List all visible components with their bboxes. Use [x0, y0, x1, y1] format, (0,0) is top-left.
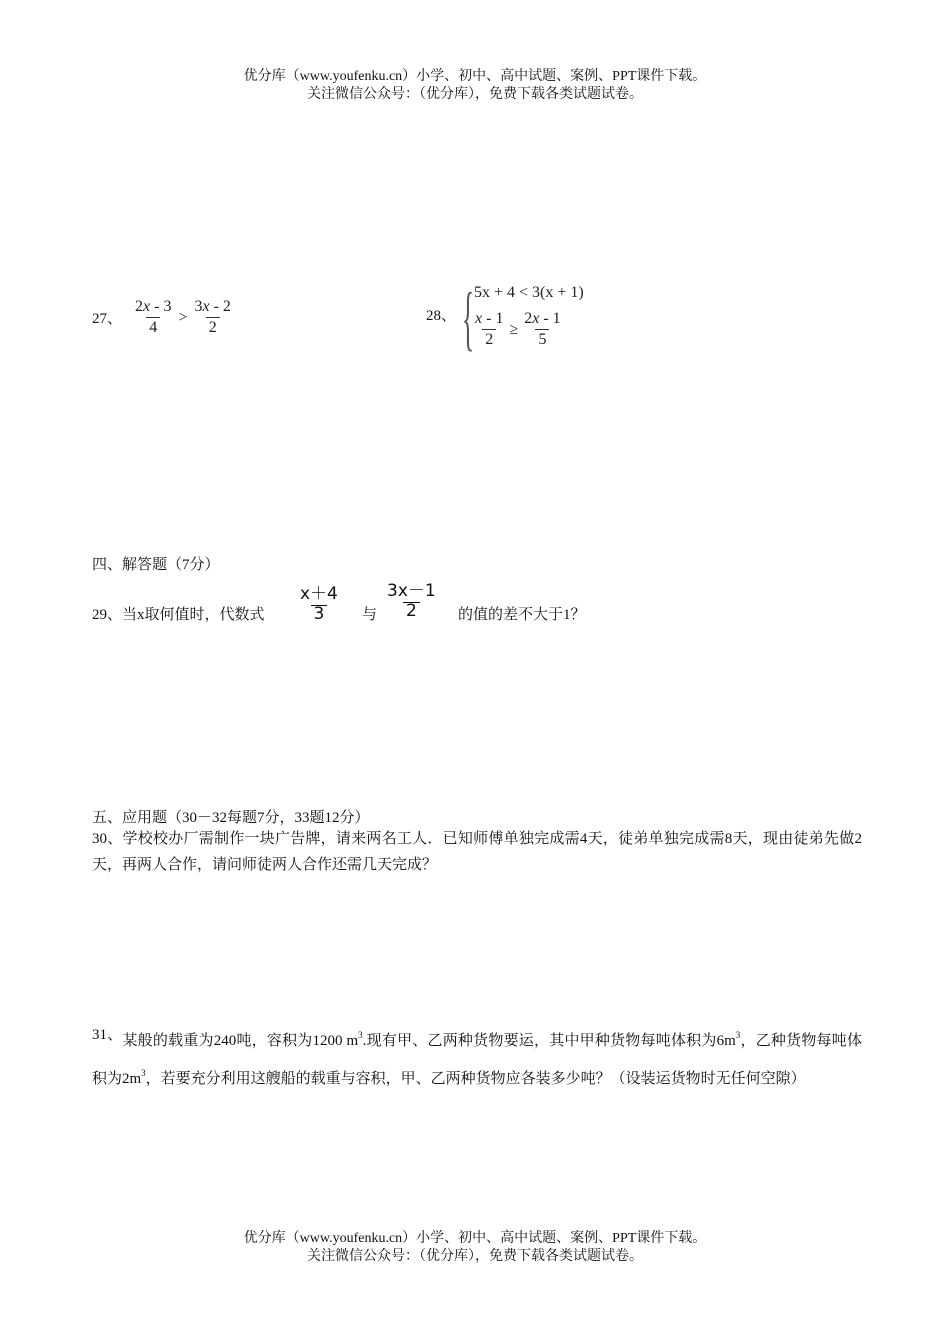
- q28-rhs-numerator: 2x - 1: [524, 310, 561, 327]
- q31-superscript-1: 3: [358, 1030, 363, 1040]
- q29-fraction-2-numerator: 3x－1: [387, 581, 436, 601]
- q29-fraction-1: [297, 579, 341, 624]
- q29-connector: 与: [362, 607, 378, 623]
- q29-fraction-2-denominator: 2: [403, 602, 420, 618]
- q27-rhs-numerator: 3x - 2: [194, 298, 231, 315]
- q31-label: 31、: [92, 1027, 123, 1043]
- q29-suffix: 的值的差不大于1？: [458, 607, 586, 623]
- question-31: [92, 1022, 862, 1098]
- q28-rhs-denominator: 5: [535, 329, 549, 349]
- q29-prefix: 29、当x取何值时，代数式: [92, 607, 265, 623]
- q28-lhs-denominator: 2: [482, 329, 496, 349]
- page-footer: [0, 1230, 950, 1266]
- q27-operator: >: [178, 308, 188, 326]
- q28-brace: {: [462, 278, 475, 358]
- q31-text-1: 某般的载重为240吨，容积为1200 m: [122, 1033, 359, 1049]
- q31-superscript-2: 3: [735, 1030, 741, 1040]
- q28-operator: ≥: [509, 320, 519, 338]
- q28-lhs-fraction: [472, 310, 506, 349]
- q28-lhs-numerator: x - 1: [475, 310, 504, 327]
- q28-rhs-fraction: [521, 310, 563, 349]
- q31-superscript-3: 3: [141, 1068, 146, 1078]
- question-30: 30、学校校办厂需制作一块广告牌，请来两名工人．已知师傅单独完成需4天，徒弟单独完成需8天，现由徒弟先做2天，再两人合作，请问师徒两人合作还需几天完成？: [92, 831, 862, 873]
- q27-rhs-fraction: [191, 298, 233, 337]
- q27-label: 27、: [92, 311, 123, 327]
- q27-lhs-denominator: 4: [146, 317, 160, 337]
- q29-fraction-1-denominator: 3: [311, 605, 328, 621]
- q27-rhs-denominator: 2: [206, 317, 220, 337]
- q28-label: 28、: [426, 308, 457, 324]
- footer-line-1: 优分库（www.youfenku.cn）小学、初中、高中试题、案例、PPT课件下载。: [243, 1231, 707, 1246]
- q29-fraction-1-numerator: x＋4: [300, 584, 338, 604]
- q31-text-4: ，若要充分利用这艘船的载重与容积，甲、乙两种货物应各装多少吨？（设装运货物时无任何空隙）: [145, 1071, 806, 1087]
- q27-lhs-numerator: 2x - 3: [135, 298, 172, 315]
- q28-system-line-1: 5x + 4 < 3(x + 1): [474, 284, 584, 301]
- page-header: [0, 68, 950, 104]
- q27-lhs-fraction: [132, 298, 174, 337]
- question-27: [92, 298, 234, 337]
- q28-system-line-2: [472, 310, 564, 349]
- section-4-title: 四、解答题（7分）: [92, 557, 220, 573]
- header-line-2: 关注微信公众号：（优分库），免费下载各类试题试卷。: [307, 87, 643, 102]
- q31-text-2: .现有甲、乙两种货物要运，其中甲种货物每吨体积为6m: [362, 1033, 736, 1049]
- section-5-title: 五、应用题（30－32每题7分，33题12分）: [92, 810, 370, 826]
- q29-fraction-2: [384, 576, 439, 621]
- header-line-1: 优分库（www.youfenku.cn）小学、初中、高中试题、案例、PPT课件下载。: [243, 69, 707, 84]
- q31-text-3: ，乙种货物每吨体积为2m: [92, 1033, 862, 1087]
- footer-line-2: 关注微信公众号：（优分库），免费下载各类试题试卷。: [307, 1249, 643, 1264]
